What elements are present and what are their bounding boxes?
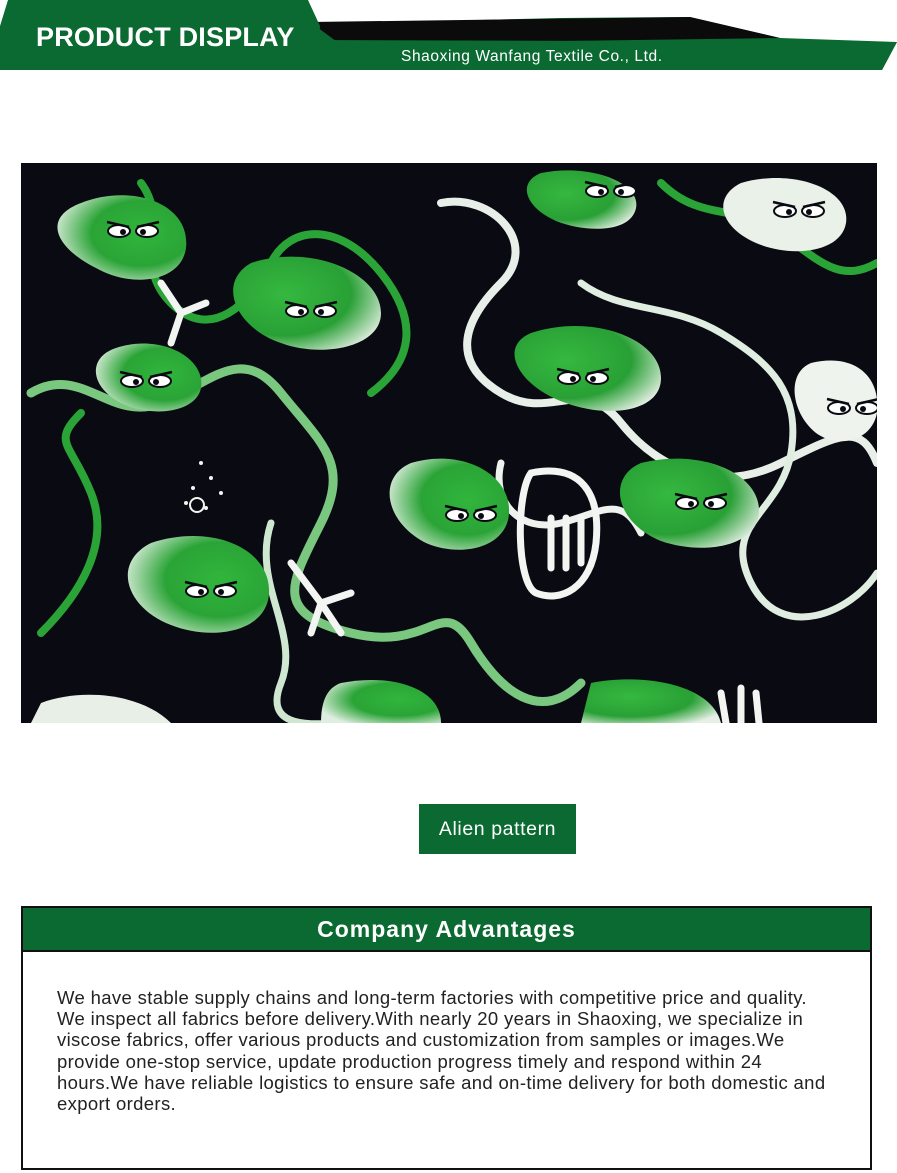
alien-pattern-image [21,163,877,723]
advantages-body: We have stable supply chains and long-term factories with competitive price and quality. We inspect all fabrics before delivery.With nearly 20 years in Shaoxing, we specialize in viscose fabrics, offer various products and customization from samples or images.We provide one-stop service, update production progress timely and respond within 24 hours.We have reliable logistics to ensure safe and on-time delivery for both domestic and export orders. [57,987,826,1115]
company-advantages-panel [21,906,872,1170]
company-name: Shaoxing Wanfang Textile Co., Ltd. [401,48,663,65]
page-title: PRODUCT DISPLAY [36,22,295,52]
header-banner [0,0,897,75]
advantages-heading: Company Advantages [23,908,870,952]
product-caption: Alien pattern [419,804,576,854]
product-photo [21,163,877,723]
